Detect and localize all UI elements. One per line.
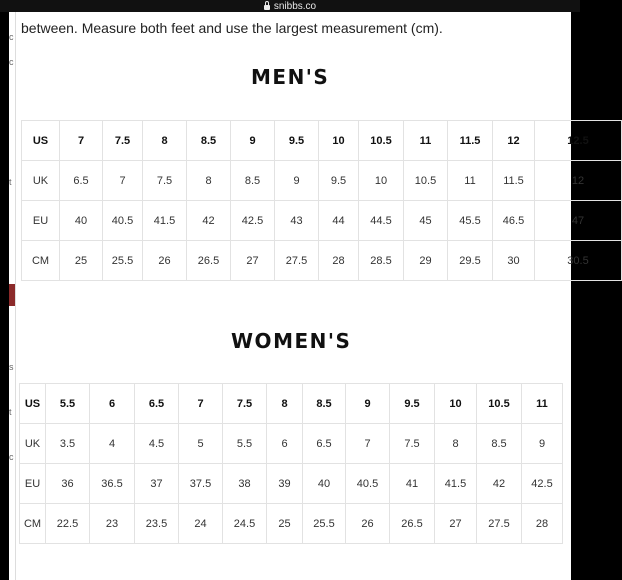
womens-size-cell: 41 — [390, 464, 435, 504]
mens-size-cell: 12 — [535, 161, 622, 201]
mens-size-cell: 11.5 — [448, 121, 493, 161]
womens-size-cell: 8 — [267, 384, 303, 424]
mens-size-cell: 43 — [275, 201, 319, 241]
womens-size-cell: 5.5 — [223, 424, 267, 464]
url-text: snibbs.co — [273, 0, 317, 12]
womens-size-cell: 8.5 — [303, 384, 346, 424]
womens-size-cell: 5 — [179, 424, 223, 464]
womens-row-cm — [20, 504, 563, 544]
mens-size-cell: 7.5 — [143, 161, 187, 201]
womens-size-cell: 27 — [435, 504, 477, 544]
womens-size-cell: 5.5 — [46, 384, 90, 424]
intro-text: between. Measure both feet and use the largest measurement (cm). — [21, 20, 443, 36]
womens-size-cell: 23.5 — [135, 504, 179, 544]
womens-size-cell: 10.5 — [477, 384, 522, 424]
womens-size-cell: 42 — [477, 464, 522, 504]
mens-size-cell: 12 — [493, 121, 535, 161]
womens-size-cell: 40.5 — [346, 464, 390, 504]
mens-size-cell: 10.5 — [404, 161, 448, 201]
womens-row-label: CM — [20, 504, 46, 544]
womens-size-cell: 3.5 — [46, 424, 90, 464]
mens-row-label: UK — [22, 161, 60, 201]
mens-size-cell: 47 — [535, 201, 622, 241]
womens-size-table — [19, 383, 558, 543]
womens-size-cell: 9 — [522, 424, 563, 464]
mens-size-cell: 30.5 — [535, 241, 622, 281]
womens-size-cell: 25 — [267, 504, 303, 544]
mens-row-uk — [22, 161, 622, 201]
womens-size-cell: 37.5 — [179, 464, 223, 504]
mens-size-cell: 11.5 — [493, 161, 535, 201]
womens-size-cell: 26.5 — [390, 504, 435, 544]
mens-size-cell: 46.5 — [493, 201, 535, 241]
mens-size-cell: 45.5 — [448, 201, 493, 241]
mens-row-eu — [22, 201, 622, 241]
womens-size-cell: 6.5 — [135, 384, 179, 424]
womens-row-label: EU — [20, 464, 46, 504]
womens-size-cell: 39 — [267, 464, 303, 504]
mens-heading: MEN'S — [251, 65, 330, 89]
womens-size-cell: 42.5 — [522, 464, 563, 504]
womens-row-label: UK — [20, 424, 46, 464]
mens-size-cell: 11 — [404, 121, 448, 161]
mens-size-cell: 25.5 — [103, 241, 143, 281]
womens-row-uk — [20, 424, 563, 464]
womens-size-cell: 8 — [435, 424, 477, 464]
left-page-edge — [9, 12, 16, 580]
mens-size-cell: 40 — [60, 201, 103, 241]
womens-size-cell: 7 — [346, 424, 390, 464]
mens-size-cell: 25 — [60, 241, 103, 281]
mens-size-cell: 8 — [187, 161, 231, 201]
mens-size-cell: 8 — [143, 121, 187, 161]
womens-size-cell: 10 — [435, 384, 477, 424]
mens-size-cell: 26 — [143, 241, 187, 281]
mens-size-cell: 7 — [103, 161, 143, 201]
womens-size-cell: 24 — [179, 504, 223, 544]
mens-row-label: EU — [22, 201, 60, 241]
mens-row-cm — [22, 241, 622, 281]
womens-size-cell: 6 — [90, 384, 135, 424]
mens-size-cell: 45 — [404, 201, 448, 241]
mens-size-cell: 42.5 — [231, 201, 275, 241]
mens-size-cell: 29.5 — [448, 241, 493, 281]
edge-banner — [9, 284, 15, 306]
womens-size-cell: 28 — [522, 504, 563, 544]
mens-size-cell: 8.5 — [231, 161, 275, 201]
womens-row-us — [20, 384, 563, 424]
mens-size-cell: 11 — [448, 161, 493, 201]
womens-size-cell: 24.5 — [223, 504, 267, 544]
edge-glyph: c — [9, 32, 14, 42]
womens-size-cell: 8.5 — [477, 424, 522, 464]
mens-size-table — [21, 120, 589, 280]
lock-icon — [264, 5, 270, 10]
womens-size-cell: 36 — [46, 464, 90, 504]
mens-size-cell: 10 — [319, 121, 359, 161]
mens-row-label: US — [22, 121, 60, 161]
womens-size-cell: 4.5 — [135, 424, 179, 464]
mens-size-cell: 8.5 — [187, 121, 231, 161]
womens-row-label: US — [20, 384, 46, 424]
mens-size-cell: 10 — [359, 161, 404, 201]
womens-size-cell: 26 — [346, 504, 390, 544]
edge-glyph: t — [9, 177, 12, 187]
mens-size-cell: 6.5 — [60, 161, 103, 201]
womens-size-cell: 40 — [303, 464, 346, 504]
womens-size-cell: 38 — [223, 464, 267, 504]
mens-size-cell: 12.5 — [535, 121, 622, 161]
mens-size-cell: 29 — [404, 241, 448, 281]
edge-glyph: c — [9, 452, 14, 462]
edge-glyph: t — [9, 407, 12, 417]
womens-size-cell: 7 — [179, 384, 223, 424]
womens-size-cell: 4 — [90, 424, 135, 464]
mens-size-cell: 41.5 — [143, 201, 187, 241]
womens-size-cell: 7.5 — [223, 384, 267, 424]
edge-glyph: c — [9, 57, 14, 67]
womens-size-cell: 37 — [135, 464, 179, 504]
mens-size-cell: 27.5 — [275, 241, 319, 281]
womens-size-cell: 25.5 — [303, 504, 346, 544]
womens-size-cell: 41.5 — [435, 464, 477, 504]
womens-size-cell: 9.5 — [390, 384, 435, 424]
mens-size-cell: 7.5 — [103, 121, 143, 161]
womens-size-cell: 36.5 — [90, 464, 135, 504]
womens-size-cell: 9 — [346, 384, 390, 424]
womens-size-cell: 11 — [522, 384, 563, 424]
mens-size-cell: 9 — [275, 161, 319, 201]
womens-size-cell: 6 — [267, 424, 303, 464]
womens-size-cell: 7.5 — [390, 424, 435, 464]
womens-row-eu — [20, 464, 563, 504]
mens-row-label: CM — [22, 241, 60, 281]
mens-size-cell: 10.5 — [359, 121, 404, 161]
womens-size-cell: 23 — [90, 504, 135, 544]
mens-size-cell: 7 — [60, 121, 103, 161]
mens-size-cell: 40.5 — [103, 201, 143, 241]
mens-size-cell: 27 — [231, 241, 275, 281]
mens-size-cell: 30 — [493, 241, 535, 281]
mens-size-cell: 42 — [187, 201, 231, 241]
mens-size-cell: 28.5 — [359, 241, 404, 281]
mens-size-cell: 9 — [231, 121, 275, 161]
mens-size-cell: 28 — [319, 241, 359, 281]
page-content — [9, 12, 589, 580]
womens-size-cell: 22.5 — [46, 504, 90, 544]
womens-size-cell: 27.5 — [477, 504, 522, 544]
mens-size-cell: 9.5 — [319, 161, 359, 201]
mens-row-us — [22, 121, 622, 161]
mens-size-cell: 26.5 — [187, 241, 231, 281]
mens-size-cell: 44 — [319, 201, 359, 241]
womens-size-cell: 6.5 — [303, 424, 346, 464]
mens-size-cell: 44.5 — [359, 201, 404, 241]
browser-address-bar[interactable] — [0, 0, 580, 12]
womens-heading: WOMEN'S — [231, 329, 352, 353]
mens-size-cell: 9.5 — [275, 121, 319, 161]
edge-glyph: s — [9, 362, 14, 372]
